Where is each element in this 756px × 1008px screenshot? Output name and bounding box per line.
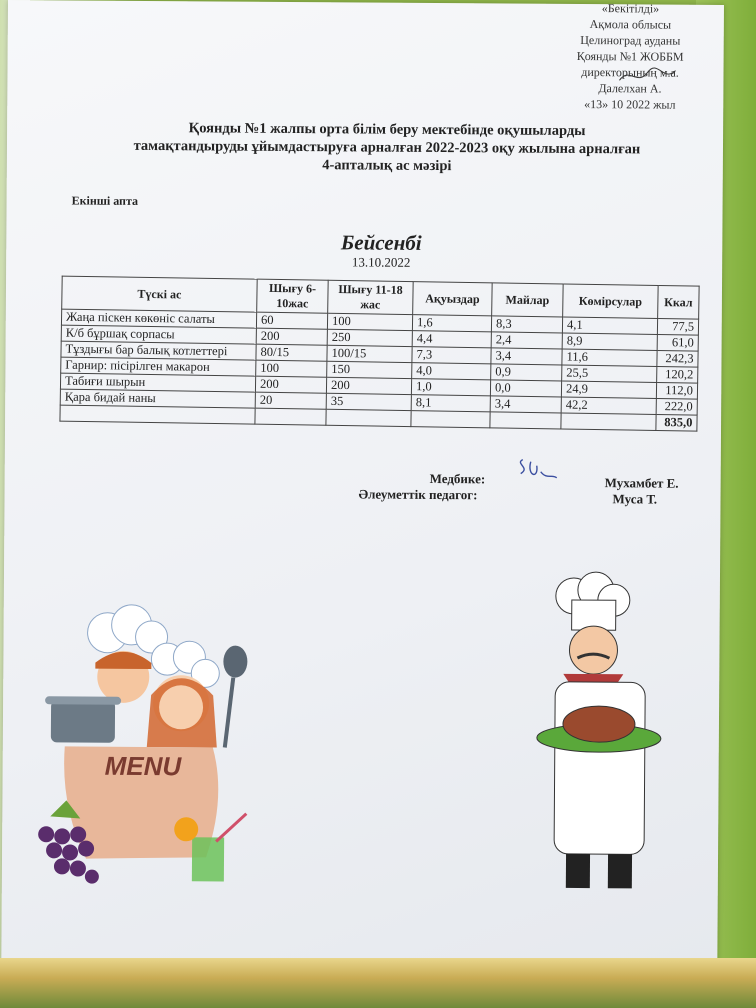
table-cell: 8,3: [491, 316, 562, 333]
table-cell: 4,4: [412, 331, 491, 348]
social-pedagogue-label: Әлеуметтік педагог:: [358, 486, 478, 503]
table-cell: 11,6: [562, 349, 657, 366]
table-cell: 80/15: [256, 344, 327, 361]
week-label: Екінші апта: [71, 193, 139, 208]
table-cell: 20: [255, 392, 326, 409]
kids-chefs-illustration: [16, 596, 258, 898]
menu-table: [59, 276, 699, 432]
chef-leg: [608, 854, 632, 888]
table-cell: 2,4: [491, 332, 562, 349]
table-cell: 4,1: [562, 317, 657, 334]
total-kcal: 835,0: [656, 414, 697, 431]
table-cell: 0,0: [490, 380, 561, 397]
stamp-line: Целиноград ауданы: [580, 32, 681, 48]
table-cell: 77,5: [657, 318, 698, 335]
dish-name: Табиғи шырын: [60, 373, 255, 392]
table-cell: 1,6: [412, 315, 491, 332]
table-cell: 120,2: [657, 366, 698, 383]
table-cell: 100/15: [327, 345, 412, 362]
table-cell: 200: [326, 377, 411, 394]
menu-document: [1, 0, 724, 967]
chef-leg: [566, 854, 590, 888]
table-cell: 200: [255, 376, 326, 393]
column-header: Шығу 11-18 жас: [328, 280, 414, 314]
title-line: тамақтандыруды ұйымдастыруға арналған 2022-2023 оқу жылына арналған: [133, 137, 641, 158]
table-cell: 1,0: [411, 379, 490, 396]
column-header: Түскі ас: [62, 276, 257, 312]
table-cell: 0,9: [491, 364, 562, 381]
dish-name: Қара бидай наны: [60, 389, 255, 408]
table-cell: 242,3: [657, 350, 698, 367]
social-pedagogue-name: Муса Т.: [612, 491, 658, 507]
table-cell: 7,3: [412, 347, 491, 364]
table-cell: 150: [327, 361, 412, 378]
table-cell: 100: [256, 360, 327, 377]
table-cell: 8,9: [562, 333, 657, 350]
document-title: [67, 118, 707, 176]
ladle-icon: [223, 646, 248, 748]
stamp-line: «13» 10 2022 жыл: [584, 97, 676, 112]
column-header: Шығу 6-10жас: [257, 279, 329, 313]
director-signature: [617, 64, 677, 88]
dish-name: Тұздығы бар балық котлеттері: [61, 341, 256, 360]
dish-name: Гарнир: пісірілген макарон: [61, 357, 256, 376]
chef-face: [569, 626, 617, 674]
table-cell: 25,5: [562, 365, 657, 382]
frame-bottom: [0, 958, 756, 1008]
table-cell: 24,9: [561, 381, 656, 398]
pot-icon: [45, 696, 121, 743]
nurse-label: Медбике:: [429, 470, 486, 487]
column-header: Майлар: [492, 283, 564, 317]
table-cell: 35: [326, 393, 411, 410]
table-cell: 42,2: [561, 397, 656, 414]
stamp-line: «Бекітілді»: [601, 1, 660, 16]
table-cell: 250: [327, 329, 412, 346]
day-heading: Бейсенбі: [340, 230, 422, 255]
title-line: 4-апталық ас мәзірі: [322, 157, 452, 175]
table-cell: 3,4: [491, 348, 562, 365]
table-cell: 112,0: [656, 382, 697, 399]
table-cell: 60: [256, 312, 327, 329]
menu-word: MENU: [104, 750, 182, 782]
nurse-name: Мухамбет Е.: [604, 475, 679, 491]
table-cell: 61,0: [657, 334, 698, 351]
stamp-line: Қоянды №1 ЖОББМ: [576, 48, 684, 64]
dish-name: К/б бұршақ сорпасы: [61, 325, 256, 344]
table-cell: 8,1: [411, 395, 490, 412]
column-header: Көмірсулар: [563, 284, 659, 318]
nurse-signature: [513, 456, 559, 484]
title-line: Қоянды №1 жалпы орта білім беру мектебінде оқушыларды: [188, 120, 586, 140]
approval-stamp: [576, 0, 684, 113]
date-label: 13.10.2022: [351, 254, 411, 270]
table-cell: 4,0: [412, 363, 491, 380]
table-cell: 222,0: [656, 398, 697, 415]
stamp-line: директорының м.а.: [581, 65, 679, 80]
table-cell: 100: [327, 313, 412, 330]
roast-icon: [563, 706, 635, 743]
column-header: Ккал: [658, 285, 700, 319]
stamp-line: Ақмола облысы: [589, 17, 672, 32]
dish-name: Жаңа піскен көкөніс салаты: [61, 309, 256, 328]
stamp-line: Далелхан А.: [598, 81, 662, 96]
column-header: Ақуыздар: [413, 282, 493, 316]
table-cell: 3,4: [490, 396, 561, 413]
chef-illustration: [522, 570, 684, 903]
table-cell: 200: [256, 328, 327, 345]
chef-hat-icon: [556, 572, 630, 631]
